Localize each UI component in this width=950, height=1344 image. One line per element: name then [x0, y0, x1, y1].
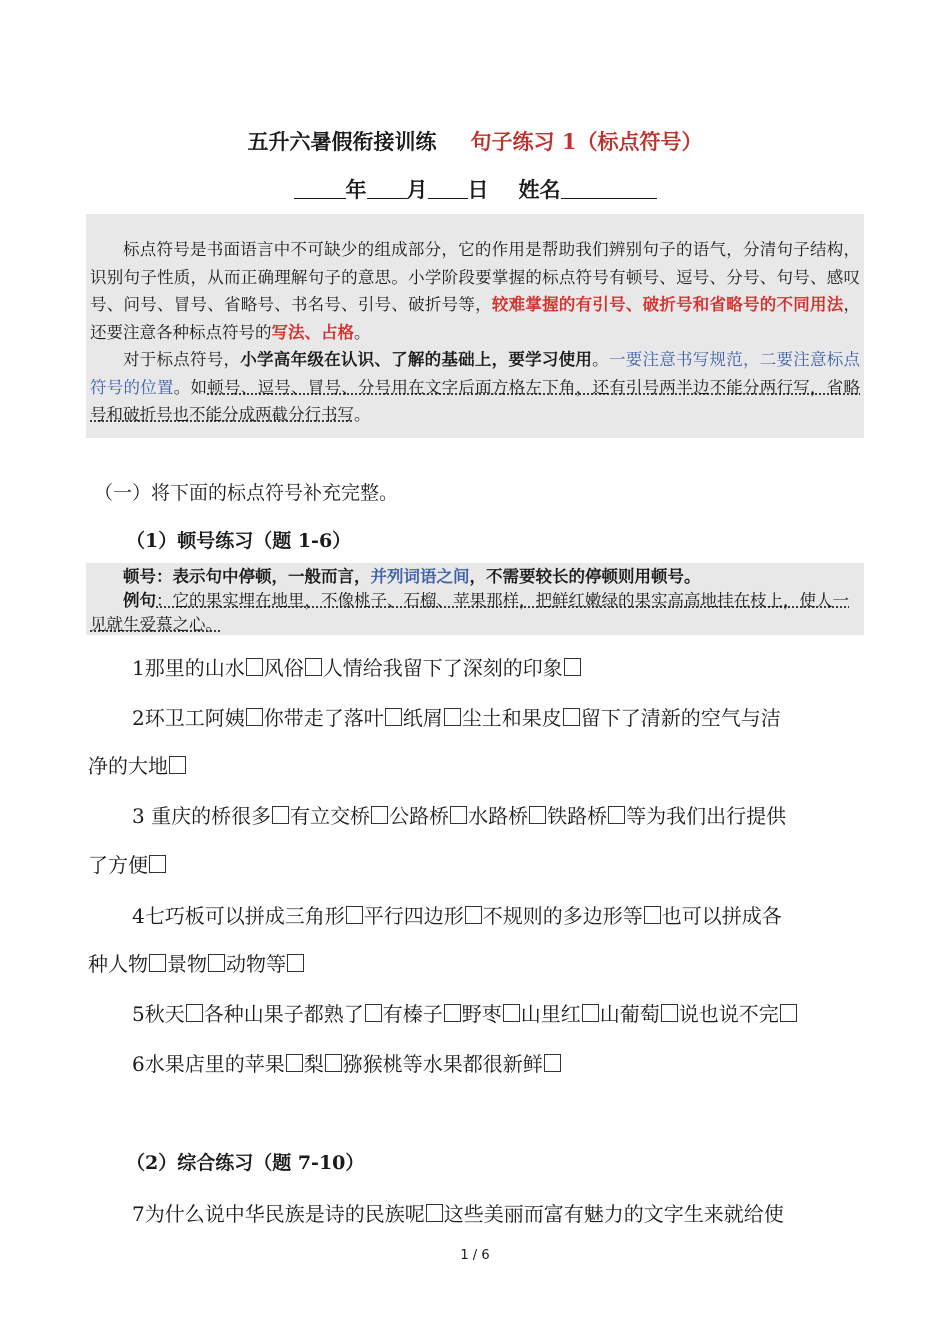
blank-box[interactable]: [246, 708, 263, 726]
blank-box[interactable]: [444, 1004, 461, 1022]
highlight-red: 较难掌握的有引号、破折号和省略号的不同用法: [491, 295, 844, 314]
title-main: 五升六暑假衔接训练: [247, 129, 437, 154]
tip-box: [86, 563, 864, 635]
day-label: 日: [467, 177, 489, 202]
part-2-heading: （2）综合练习（题 7-10）: [126, 1152, 365, 1174]
blank-box[interactable]: [149, 855, 166, 873]
question-5: 5秋天 各种山果子都熟了 有榛子 野枣 山里红 山葡萄 说也说不完: [132, 998, 798, 1027]
page-title: [0, 126, 950, 156]
date-name-line: [0, 174, 950, 204]
blank-box[interactable]: [529, 806, 546, 824]
tip-definition: 顿号：表示句中停顿，一般而言，并列词语之间，不需要较长的停顿则用顿号。: [123, 567, 701, 586]
question-3-line-2: 了方便: [88, 849, 167, 878]
section-1-heading: （一）将下面的标点符号补充完整。: [94, 482, 399, 504]
year-blank[interactable]: [294, 178, 346, 199]
blank-box[interactable]: [563, 708, 580, 726]
question-6: 6水果店里的苹果 梨 猕猴桃等水果都很新鲜: [132, 1048, 562, 1077]
blank-box[interactable]: [169, 756, 186, 774]
blank-box[interactable]: [780, 1004, 797, 1022]
blank-box[interactable]: [426, 1204, 443, 1222]
highlight-blue: 一要注意书写规范，二要注意标点符号的位置: [90, 350, 861, 397]
blank-box[interactable]: [661, 1004, 678, 1022]
blank-box[interactable]: [186, 1004, 203, 1022]
blank-box[interactable]: [465, 906, 482, 924]
blank-box[interactable]: [564, 658, 581, 676]
tip-example: 例句：它的果实埋在地里，不像桃子、石榴、苹果那样，把鲜红嫩绿的果实高高地挂在枝上，使人一见就生爱慕之心。: [90, 591, 849, 634]
blank-box[interactable]: [444, 708, 461, 726]
blank-box[interactable]: [325, 1054, 342, 1072]
blank-box[interactable]: [286, 1054, 303, 1072]
blank-box[interactable]: [644, 906, 661, 924]
day-blank[interactable]: [428, 178, 468, 199]
blank-box[interactable]: [346, 906, 363, 924]
intro-paragraph-1: 标点符号是书面语言中不可缺少的组成部分，它的作用是帮助我们辨别句子的语气，分清句子结构，识别句子性质，从而正确理解句子的意思。小学阶段要掌握的标点符号有顿号、逗号、分号、句号、感叹号、问号、冒号、省略号、书名号、引号、破折号等，较难掌握的有引号、破折号和省略号的不同用法，还要注意各种标点符号的写法、占格。: [90, 240, 861, 342]
name-blank[interactable]: [561, 178, 657, 199]
blank-box[interactable]: [149, 954, 166, 972]
question-1: 1那里的山水 风俗 人情给我留下了深刻的印象: [132, 652, 582, 681]
blank-box[interactable]: [582, 1004, 599, 1022]
month-label: 月: [406, 177, 428, 202]
name-label: 姓名: [518, 177, 561, 202]
intro-paragraph-2: 对于标点符号，小学高年级在认识、了解的基础上，要学习使用。一要注意书写规范，二要注意标点符号的位置。如顿号、逗号、冒号、分号用在文字后面方格左下角，还有引号两半边不能分两行写，省略号和破折号也不能分成两截分行书写。: [90, 350, 861, 424]
question-4-line-2: 种人物 景物 动物等: [88, 948, 305, 977]
month-blank[interactable]: [367, 178, 407, 199]
page-number: 1 / 6: [460, 1248, 490, 1263]
blank-box[interactable]: [208, 954, 225, 972]
question-2-line-1: 2环卫工阿姨 你带走了落叶 纸屑 尘土和果皮 留下了清新的空气与洁: [132, 706, 781, 730]
blank-box[interactable]: [305, 658, 322, 676]
blank-box[interactable]: [246, 658, 263, 676]
intro-box: [86, 214, 864, 438]
blank-box[interactable]: [450, 806, 467, 824]
question-7: 7为什么说中华民族是诗的民族呢 这些美丽而富有魅力的文字生来就给使: [132, 1202, 784, 1226]
blank-box[interactable]: [365, 1004, 382, 1022]
blank-box[interactable]: [544, 1054, 561, 1072]
blank-box[interactable]: [503, 1004, 520, 1022]
highlight-red-2: 写法、占格: [271, 322, 354, 342]
blank-box[interactable]: [287, 954, 304, 972]
title-sub: 句子练习 1（标点符号）: [470, 129, 703, 154]
blank-box[interactable]: [272, 806, 289, 824]
question-4-line-1: 4七巧板可以拼成三角形 平行四边形 不规则的多边形等 也可以拼成各: [132, 904, 782, 928]
question-3-line-1: 3 重庆的桥很多 有立交桥 公路桥 水路桥 铁路桥 等为我们出行提供: [132, 804, 787, 828]
part-1-heading: （1）顿号练习（题 1-6）: [126, 530, 352, 552]
blank-box[interactable]: [608, 806, 625, 824]
blank-box[interactable]: [371, 806, 388, 824]
blank-box[interactable]: [385, 708, 402, 726]
year-label: 年: [345, 177, 367, 202]
underlined-note: 顿号、逗号、冒号、分号用在文字后面方格左下角，还有引号两半边不能分两行写，省略号和破折号也不能分成两截分行书写: [90, 377, 861, 424]
question-2-line-2: 净的大地: [88, 750, 187, 779]
